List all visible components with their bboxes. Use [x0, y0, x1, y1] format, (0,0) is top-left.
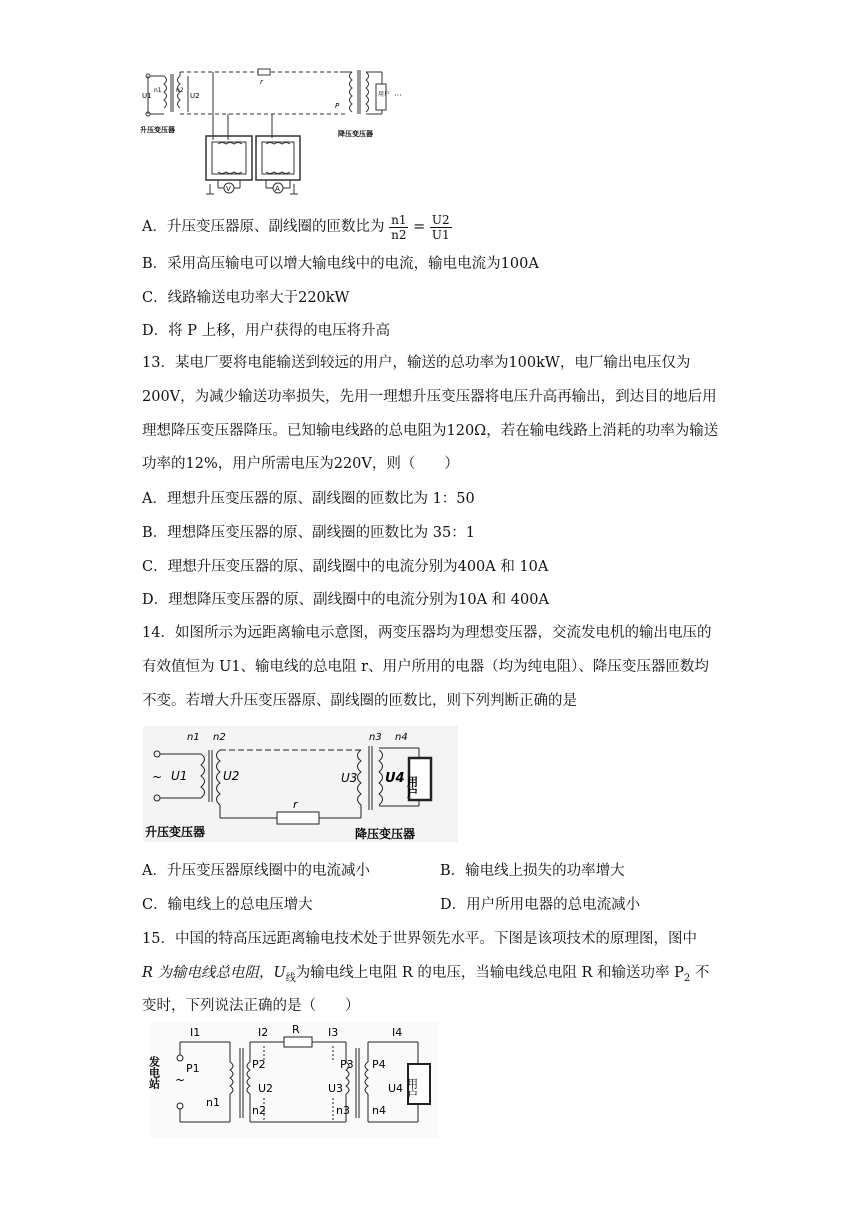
- svg-text:I4: I4: [392, 1026, 403, 1039]
- q15-circuit-diagram: [147, 1022, 438, 1138]
- svg-text:U2: U2: [258, 1082, 274, 1095]
- svg-text:n1: n1: [206, 1096, 220, 1109]
- q14-option-c: C．输电线上的总电压增大: [142, 897, 313, 913]
- svg-text:U2: U2: [223, 769, 240, 783]
- q12-option-b: B．采用高压输电可以增大输电线中的电流，输电电流为100A: [142, 256, 539, 272]
- q14-circuit-diagram: [143, 726, 458, 842]
- q13-option-d: D．理想降压变压器的原、副线圈中的电流分别为10A 和 400A: [142, 592, 549, 608]
- svg-text:降压变压器: 降压变压器: [338, 130, 373, 138]
- svg-text:n2: n2: [252, 1104, 266, 1117]
- svg-text:P4: P4: [372, 1058, 386, 1071]
- q12-option-c: C．线路输送电功率大于220kW: [142, 290, 350, 306]
- svg-text:U4: U4: [385, 771, 405, 786]
- q12-option-d: D．将 P 上移，用户获得的电压将升高: [142, 323, 391, 339]
- svg-text:发电站: 发电站: [147, 1056, 161, 1089]
- q14-stem: 14．如图所示为远距离输电示意图，两变压器均为理想变压器，交流发电机的输出电压的有效值恒为 U1、输电线的总电阻 r、用户所用的电器（均为纯电阻）、降压变压器匝数均不变。若增大升压变压器原、副线圈的匝数比，则下列判断正确的是: [142, 625, 712, 709]
- svg-text:用户: 用户: [378, 91, 391, 98]
- svg-text:A: A: [275, 185, 280, 193]
- q13-option-b: B．理想降压变压器的原、副线圈的匝数比为 35：1: [142, 525, 475, 541]
- svg-text:升压变压器: 升压变压器: [145, 825, 206, 839]
- svg-text:U1: U1: [171, 769, 188, 783]
- svg-text:n2: n2: [176, 87, 184, 94]
- svg-text:n1: n1: [154, 87, 162, 94]
- fraction-u2-u1: $\frac{U2}{U1}$: [431, 212, 450, 242]
- svg-text:I1: I1: [190, 1026, 201, 1039]
- q15-stem-line-2: R 为输电线总电阻，$U_线$为输电线上电阻 R 的电压，当输电线总电阻 R 和输送功率 $P_2$ 不: [142, 965, 710, 984]
- q12-circuit-diagram: [140, 62, 415, 200]
- svg-text:~: ~: [175, 1073, 186, 1087]
- q12-option-a: A．升压变压器原、副线圈的匝数比为 $\frac{n1}{n2}$ = $\frac{U2}{U1}$: [142, 212, 450, 242]
- svg-text:V: V: [226, 185, 231, 193]
- svg-text:升压变压器: 升压变压器: [140, 126, 175, 134]
- svg-text:n3: n3: [336, 1104, 350, 1117]
- svg-text:I2: I2: [258, 1026, 269, 1039]
- svg-text:P1: P1: [186, 1062, 200, 1075]
- q15-stem-line-3: 变时，下列说法正确的是（ ）: [142, 998, 360, 1014]
- svg-text:~: ~: [152, 770, 163, 784]
- svg-text:用户: 用户: [405, 776, 419, 798]
- q14-option-d: D．用户所用电器的总电流减小: [440, 897, 641, 913]
- q14-option-a: A．升压变压器原线圈中的电流减小: [142, 863, 370, 879]
- svg-text:降压变压器: 降压变压器: [355, 827, 416, 841]
- svg-text:n4: n4: [372, 1104, 386, 1117]
- q14-option-b: B．输电线上损失的功率增大: [440, 863, 625, 879]
- q13-option-a: A．理想升压变压器的原、副线圈的匝数比为 1：50: [142, 491, 475, 507]
- svg-text:用户: 用户: [405, 1078, 419, 1100]
- svg-text:P: P: [335, 102, 340, 110]
- svg-text:···: ···: [394, 91, 402, 100]
- svg-text:U2: U2: [190, 92, 200, 100]
- svg-text:R: R: [292, 1023, 300, 1036]
- svg-text:P3: P3: [340, 1058, 354, 1071]
- svg-text:r: r: [260, 78, 263, 86]
- q13-option-c: C．理想升压变压器的原、副线圈中的电流分别为400A 和 10A: [142, 559, 549, 575]
- svg-text:n4: n4: [395, 732, 408, 743]
- fraction-n1-n2: $\frac{n1}{n2}$: [391, 212, 407, 242]
- svg-text:n2: n2: [213, 732, 226, 743]
- q13-stem: 13．某电厂要将电能输送到较远的用户，输送的总功率为100kW，电厂输出电压仅为200V，为减少输送功率损失，先用一理想升压变压器将电压升高再输出，到达目的地后用理想降压变压器降压。已知输电线路的总电阻为120Ω，若在输电线路上消耗的功率为输送功率的12%，用户所需电压为220V，则（ ）: [142, 355, 719, 473]
- svg-text:n3: n3: [369, 732, 382, 743]
- svg-text:n1: n1: [187, 732, 200, 743]
- svg-text:U4: U4: [388, 1082, 404, 1095]
- svg-text:U3: U3: [341, 771, 358, 785]
- q15-stem-line-1: 15．中国的特高压远距离输电技术处于世界领先水平。下图是该项技术的原理图，图中: [142, 931, 697, 947]
- svg-text:P2: P2: [252, 1058, 266, 1071]
- svg-text:U1: U1: [142, 92, 152, 100]
- svg-text:I3: I3: [328, 1026, 339, 1039]
- svg-text:r: r: [293, 798, 298, 811]
- svg-text:U3: U3: [328, 1082, 344, 1095]
